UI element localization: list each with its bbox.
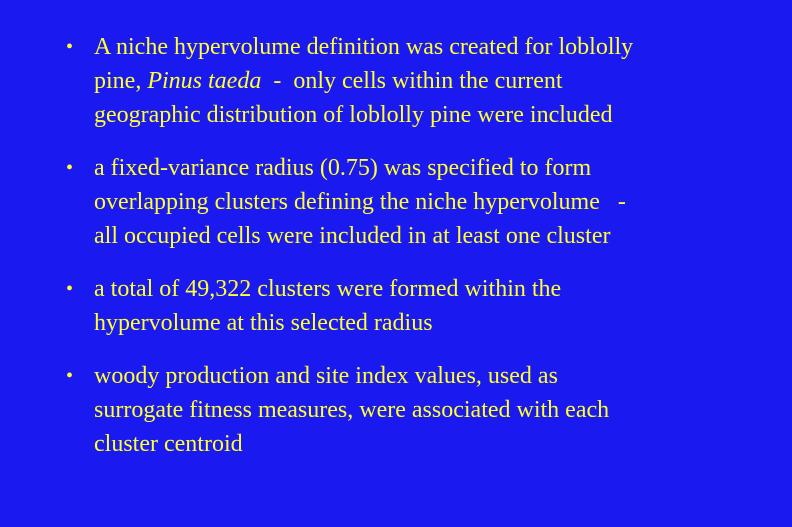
bullet-line: surrogate fitness measures, were associated with each bbox=[94, 397, 610, 423]
bullet-dot-icon: • bbox=[66, 36, 74, 58]
bullet-item bbox=[60, 151, 760, 253]
bullet-line: a total of 49,322 clusters were formed within the bbox=[94, 276, 562, 302]
bullet-item bbox=[60, 359, 760, 461]
bullet-line: all occupied cells were included in at least one cluster bbox=[94, 223, 611, 249]
bullet-line bbox=[94, 64, 760, 98]
bullet-dot-icon: • bbox=[66, 278, 74, 300]
bullet-item bbox=[60, 30, 760, 132]
bullet-line: a fixed-variance radius (0.75) was specified to form bbox=[94, 155, 592, 181]
bullet-list bbox=[60, 30, 760, 480]
bullet-line: geographic distribution of loblolly pine were included bbox=[94, 102, 613, 128]
text-segment: pine, bbox=[94, 68, 148, 94]
bullet-line: overlapping clusters defining the niche hypervolume - bbox=[94, 189, 626, 215]
text-segment: - only cells within the current bbox=[261, 68, 563, 94]
bullet-dot-icon: • bbox=[66, 365, 74, 387]
bullet-line: hypervolume at this selected radius bbox=[94, 310, 433, 336]
bullet-line: cluster centroid bbox=[94, 431, 243, 457]
bullet-line: woody production and site index values, used as bbox=[94, 363, 558, 389]
bullet-line: A niche hypervolume definition was created for loblolly bbox=[94, 34, 634, 60]
bullet-dot-icon: • bbox=[66, 157, 74, 179]
species-name: Pinus taeda bbox=[147, 68, 262, 94]
bullet-item bbox=[60, 272, 760, 340]
